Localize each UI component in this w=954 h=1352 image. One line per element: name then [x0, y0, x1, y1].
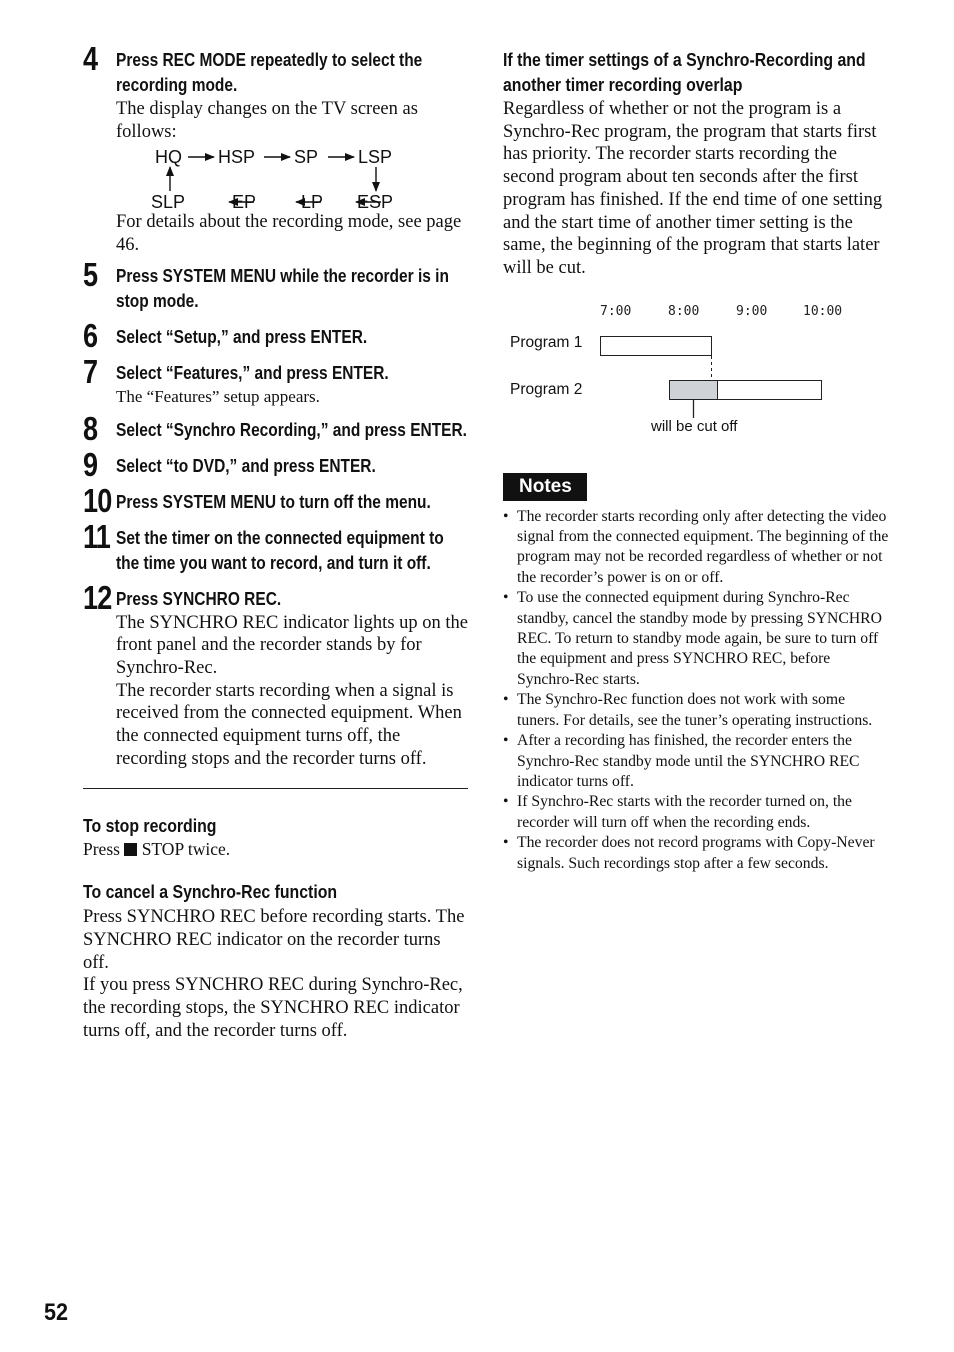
mode-ep: EP — [232, 192, 257, 213]
page-number: 52 — [44, 1299, 69, 1326]
note-item: • The Synchro-Rec function does not work with some tuners. For details, see the tuner’s operating instructions. — [503, 690, 891, 731]
step-number: 4 — [83, 40, 98, 77]
notes-label: Notes — [503, 473, 587, 501]
stop-recording-heading: To stop recording — [83, 816, 217, 837]
step-5 — [83, 255, 471, 314]
step-title: Select “Features,” and press ENTER. — [116, 362, 389, 383]
cancel-synchro-heading: To cancel a Synchro-Rec function — [83, 882, 338, 903]
step-number: 12 — [83, 578, 112, 616]
step-12 — [83, 578, 471, 771]
recording-mode-diagram — [116, 147, 471, 213]
step-title: Select “to DVD,” and press ENTER. — [116, 455, 376, 476]
step-body: The display changes on the TV screen as follows: — [116, 99, 418, 142]
program-2-label: Program 2 — [510, 380, 583, 398]
mode-hsp: HSP — [218, 147, 256, 168]
note-item: • After a recording has finished, the recorder enters the Synchro-Rec standby mode until the SYNCHRO REC indicator turns off. — [503, 731, 891, 792]
cancel-synchro-text: Press SYNCHRO REC before recording starts. The SYNCHRO REC indicator on the recorder turns off. — [83, 907, 465, 973]
overlap-heading: If the timer settings of a Synchro-Recording and another timer recording overlap — [503, 50, 866, 95]
step-number: 10 — [83, 481, 112, 519]
step-number: 7 — [83, 352, 98, 390]
step-title: Select “Synchro Recording,” and press ENTER. — [116, 419, 467, 440]
step-title: Press SYNCHRO REC. — [116, 588, 282, 609]
time-label: 8:00 — [668, 303, 700, 319]
cancel-synchro-section — [83, 880, 471, 1042]
step-number: 5 — [83, 255, 98, 293]
step-11 — [83, 517, 471, 576]
step-10 — [83, 481, 471, 519]
step-6 — [83, 316, 471, 354]
step-title: Press REC MODE repeatedly to select the recording mode. — [116, 50, 423, 95]
note-item: • The recorder does not record programs with Copy-Never signals. Such recordings stop after a few seconds. — [503, 833, 891, 874]
right-column — [503, 48, 891, 874]
mode-hq: HQ — [155, 147, 182, 168]
note-item: • To use the connected equipment during Synchro-Rec standby, cancel the standby mode by pressing SYNCHRO REC. To return to standby mode again, be sure to turn off the equipment and press SYNCHRO REC, before Synchro-Rec starts. — [503, 588, 891, 690]
time-label: 7:00 — [600, 303, 632, 319]
section-divider — [83, 788, 468, 789]
note-item: • If Synchro-Rec starts with the recorder turned on, the recorder will turn off when the recording ends. — [503, 792, 891, 833]
step-8 — [83, 409, 471, 447]
step-number: 8 — [83, 409, 98, 447]
overlap-text: Regardless of whether or not the program is a Synchro-Rec program, the program that starts first has priority. The recorder starts recording the second program about ten seconds after the first program has finished. If the end time of one setting and the start time of another timer setting is the same, the beginning of the program that starts later will be cut. — [503, 99, 883, 278]
step-number: 6 — [83, 316, 98, 354]
mode-lsp: LSP — [358, 147, 393, 168]
step-title: Set the timer on the connected equipment to the time you want to record, and turn it off. — [116, 527, 444, 573]
notes-list — [503, 507, 891, 874]
step-number: 11 — [83, 517, 110, 555]
cancel-synchro-text: If you press SYNCHRO REC during Synchro-Rec, the recording stops, the SYNCHRO REC indicator turns off, and the recorder turns off. — [83, 975, 463, 1041]
step-body: The SYNCHRO REC indicator lights up on the front panel and the recorder stands by for Synchro-Rec. — [116, 612, 468, 678]
timer-overlap-diagram — [503, 304, 891, 439]
stop-recording-section — [83, 814, 471, 861]
step-body: The recorder starts recording when a signal is received from the connected equipment. When the connected equipment turns off, the recording stops and the recorder turns off. — [116, 680, 462, 769]
step-number: 9 — [83, 445, 98, 483]
stop-recording-text: Press STOP twice. — [83, 839, 231, 860]
time-label: 10:00 — [803, 303, 843, 319]
mode-lp: LP — [301, 192, 324, 213]
step-title: Press SYSTEM MENU to turn off the menu. — [116, 491, 431, 512]
step-title: Press SYSTEM MENU while the recorder is in stop mode. — [116, 265, 449, 311]
mode-slp: SLP — [151, 192, 186, 213]
program-1-label: Program 1 — [510, 333, 583, 351]
step-7 — [83, 352, 471, 409]
step-4 — [83, 40, 471, 257]
left-column — [83, 40, 471, 1042]
cut-off-label: will be cut off — [651, 417, 738, 435]
mode-detail-text: For details about the recording mode, see page 46. — [116, 212, 462, 256]
step-title: Select “Setup,” and press ENTER. — [116, 326, 368, 347]
note-item: • The recorder starts recording only after detecting the video signal from the connected equipment. The beginning of the program may not be recorded regardless of whether or not the recorder’s power is on or off. — [503, 507, 891, 589]
mode-esp: ESP — [357, 192, 394, 213]
step-9 — [83, 445, 471, 483]
stop-square-icon — [124, 843, 137, 856]
time-label: 9:00 — [736, 303, 768, 319]
mode-sp: SP — [294, 147, 319, 168]
step-body: The “Features” setup appears. — [116, 386, 320, 406]
